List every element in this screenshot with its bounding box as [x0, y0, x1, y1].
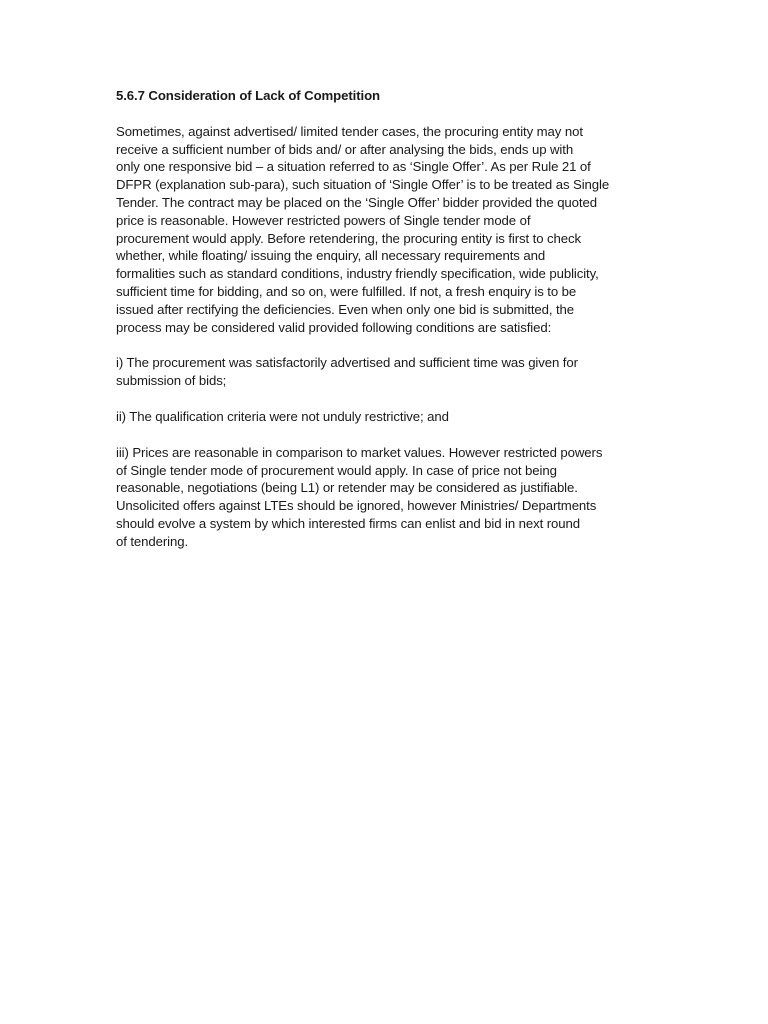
condition-item-3	[116, 444, 661, 551]
paragraph-line: iii) Prices are reasonable in comparison to market values. However restricted powers	[116, 444, 603, 460]
paragraph-intro	[116, 123, 661, 337]
condition-item-2	[116, 408, 661, 426]
paragraph-line: only one responsive bid – a situation referred to as ‘Single Offer’. As per Rule 21 of	[116, 159, 591, 175]
paragraph-line: sufficient time for bidding, and so on, were fulfilled. If not, a fresh enquiry is to be	[116, 283, 577, 299]
paragraph-line: submission of bids;	[116, 373, 227, 389]
paragraph-line: formalities such as standard conditions, industry friendly specification, wide publicity,	[116, 266, 599, 282]
paragraph-line: Sometimes, against advertised/ limited tender cases, the procuring entity may not	[116, 123, 583, 139]
paragraph-line: ii) The qualification criteria were not unduly restrictive; and	[116, 408, 449, 424]
paragraph-line: receive a sufficient number of bids and/ or after analysing the bids, ends up with	[116, 141, 574, 157]
paragraph-line: issued after rectifying the deficiencies. Even when only one bid is submitted, the	[116, 301, 575, 317]
document-body	[116, 87, 661, 569]
paragraph-line: procurement would apply. Before retendering, the procuring entity is first to check	[116, 230, 581, 246]
paragraph-line: Tender. The contract may be placed on the ‘Single Offer’ bidder provided the quoted	[116, 194, 597, 210]
condition-item-1	[116, 354, 661, 390]
paragraph-line: process may be considered valid provided following conditions are satisfied:	[116, 319, 552, 335]
paragraph-line: DFPR (explanation sub-para), such situation of ‘Single Offer’ is to be treated as Single	[116, 177, 610, 193]
paragraph-line: i) The procurement was satisfactorily advertised and sufficient time was given for	[116, 355, 578, 371]
paragraph-line: should evolve a system by which interested firms can enlist and bid in next round	[116, 515, 580, 531]
paragraph-line: of Single tender mode of procurement would apply. In case of price not being	[116, 462, 557, 478]
paragraph-line: reasonable, negotiations (being L1) or retender may be considered as justifiable.	[116, 480, 578, 496]
paragraph-line: Unsolicited offers against LTEs should be ignored, however Ministries/ Departments	[116, 498, 597, 514]
paragraph-line: whether, while floating/ issuing the enquiry, all necessary requirements and	[116, 248, 546, 264]
section-heading: 5.6.7 Consideration of Lack of Competition	[116, 88, 380, 103]
paragraph-line: price is reasonable. However restricted powers of Single tender mode of	[116, 212, 531, 228]
paragraph-line: of tendering.	[116, 533, 189, 549]
